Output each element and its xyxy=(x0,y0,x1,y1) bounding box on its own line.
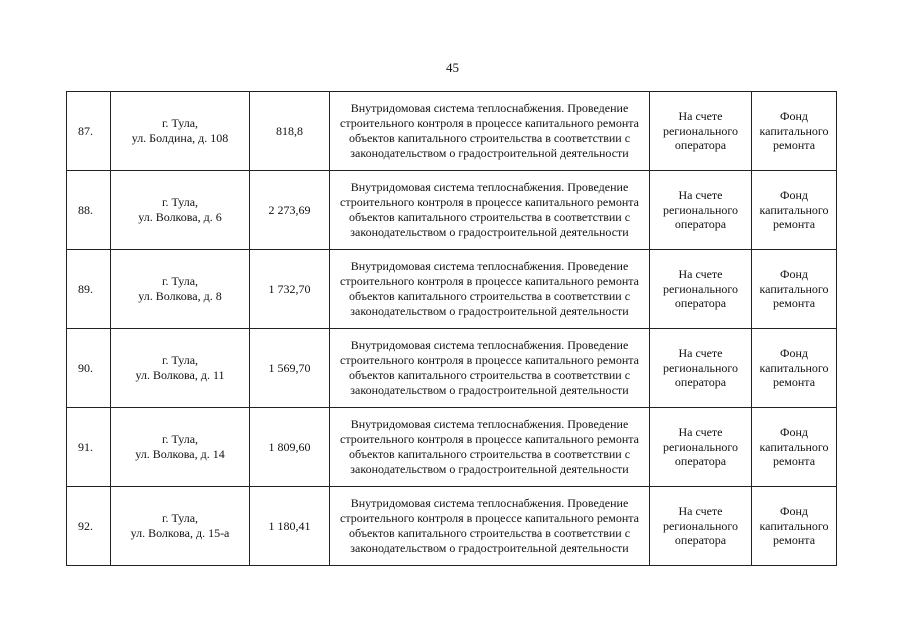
work-description: Внутридомовая система теплоснабжения. Проведение строительного контроля в процессе капитального ремонта объектов капитального строительства в соответствии с законодательством о градостроительной деятельности xyxy=(340,101,639,160)
address-cell xyxy=(111,329,250,408)
fund-method: На счете регионального оператора xyxy=(662,424,739,469)
funding-source: Фонд капитального ремонта xyxy=(759,108,829,153)
area-value: 1 809,60 xyxy=(268,439,311,454)
area-value: 1 732,70 xyxy=(268,281,311,296)
table-row xyxy=(67,171,837,250)
area-cell xyxy=(250,408,330,487)
area-value: 2 273,69 xyxy=(268,202,311,217)
table-row xyxy=(67,487,837,566)
row-number: 87. xyxy=(78,123,93,138)
work-description: Внутридомовая система теплоснабжения. Проведение строительного контроля в процессе капитального ремонта объектов капитального строительства в соответствии с законодательством о градостроительной деятельности xyxy=(340,417,639,476)
work-description-cell xyxy=(330,487,650,566)
row-number-cell xyxy=(67,329,111,408)
row-number: 91. xyxy=(78,439,93,454)
work-description-cell xyxy=(330,408,650,487)
funding-source-cell xyxy=(752,329,837,408)
funding-source-cell xyxy=(752,250,837,329)
address-street: ул. Волкова, д. 15-а xyxy=(130,526,230,540)
work-description-cell xyxy=(330,171,650,250)
address-street: ул. Волкова, д. 11 xyxy=(135,368,225,382)
address-city: г. Тула, xyxy=(161,511,199,526)
address-street: ул. Волкова, д. 14 xyxy=(135,447,225,461)
table-row xyxy=(67,92,837,171)
funding-source: Фонд капитального ремонта xyxy=(759,503,829,548)
fund-method-cell xyxy=(650,329,752,408)
funding-source-cell xyxy=(752,487,837,566)
funding-source-cell xyxy=(752,171,837,250)
area-value: 818,8 xyxy=(276,123,303,138)
address-city: г. Тула, xyxy=(161,353,199,368)
address-street: ул. Волкова, д. 8 xyxy=(138,289,222,303)
area-cell xyxy=(250,171,330,250)
fund-method: На счете регионального оператора xyxy=(662,345,739,390)
address-cell xyxy=(111,487,250,566)
work-description-cell xyxy=(330,92,650,171)
address-city: г. Тула, xyxy=(161,195,199,210)
work-description: Внутридомовая система теплоснабжения. Проведение строительного контроля в процессе капитального ремонта объектов капитального строительства в соответствии с законодательством о градостроительной деятельности xyxy=(340,338,639,397)
row-number-cell xyxy=(67,171,111,250)
address-street: ул. Болдина, д. 108 xyxy=(131,131,229,145)
funding-source: Фонд капитального ремонта xyxy=(759,266,829,311)
fund-method: На счете регионального оператора xyxy=(662,187,739,232)
work-description: Внутридомовая система теплоснабжения. Проведение строительного контроля в процессе капитального ремонта объектов капитального строительства в соответствии с законодательством о градостроительной деятельности xyxy=(340,180,639,239)
address-city: г. Тула, xyxy=(161,116,199,131)
area-value: 1 180,41 xyxy=(268,518,311,533)
row-number-cell xyxy=(67,250,111,329)
funding-source: Фонд капитального ремонта xyxy=(759,424,829,469)
funding-source-cell xyxy=(752,408,837,487)
fund-method-cell xyxy=(650,487,752,566)
area-cell xyxy=(250,487,330,566)
area-value: 1 569,70 xyxy=(268,360,311,375)
repair-works-table xyxy=(66,91,837,566)
address-cell xyxy=(111,408,250,487)
work-description-cell xyxy=(330,329,650,408)
area-cell xyxy=(250,250,330,329)
fund-method-cell xyxy=(650,171,752,250)
fund-method-cell xyxy=(650,250,752,329)
address-street: ул. Волкова, д. 6 xyxy=(138,210,222,224)
address-cell xyxy=(111,92,250,171)
area-cell xyxy=(250,92,330,171)
funding-source: Фонд капитального ремонта xyxy=(759,345,829,390)
address-city: г. Тула, xyxy=(161,432,199,447)
table-row xyxy=(67,250,837,329)
fund-method-cell xyxy=(650,92,752,171)
funding-source: Фонд капитального ремонта xyxy=(759,187,829,232)
row-number-cell xyxy=(67,408,111,487)
row-number-cell xyxy=(67,92,111,171)
address-cell xyxy=(111,171,250,250)
row-number: 92. xyxy=(78,518,93,533)
work-description-cell xyxy=(330,250,650,329)
address-cell xyxy=(111,250,250,329)
table-row xyxy=(67,329,837,408)
work-description: Внутридомовая система теплоснабжения. Проведение строительного контроля в процессе капитального ремонта объектов капитального строительства в соответствии с законодательством о градостроительной деятельности xyxy=(340,496,639,555)
row-number: 89. xyxy=(78,281,93,296)
page-number: 45 xyxy=(446,60,459,75)
fund-method-cell xyxy=(650,408,752,487)
work-description: Внутридомовая система теплоснабжения. Проведение строительного контроля в процессе капитального ремонта объектов капитального строительства в соответствии с законодательством о градостроительной деятельности xyxy=(340,259,639,318)
table-row xyxy=(67,408,837,487)
address-city: г. Тула, xyxy=(161,274,199,289)
fund-method: На счете регионального оператора xyxy=(662,266,739,311)
row-number: 90. xyxy=(78,360,93,375)
fund-method: На счете регионального оператора xyxy=(662,108,739,153)
funding-source-cell xyxy=(752,92,837,171)
area-cell xyxy=(250,329,330,408)
row-number: 88. xyxy=(78,202,93,217)
fund-method: На счете регионального оператора xyxy=(662,503,739,548)
row-number-cell xyxy=(67,487,111,566)
